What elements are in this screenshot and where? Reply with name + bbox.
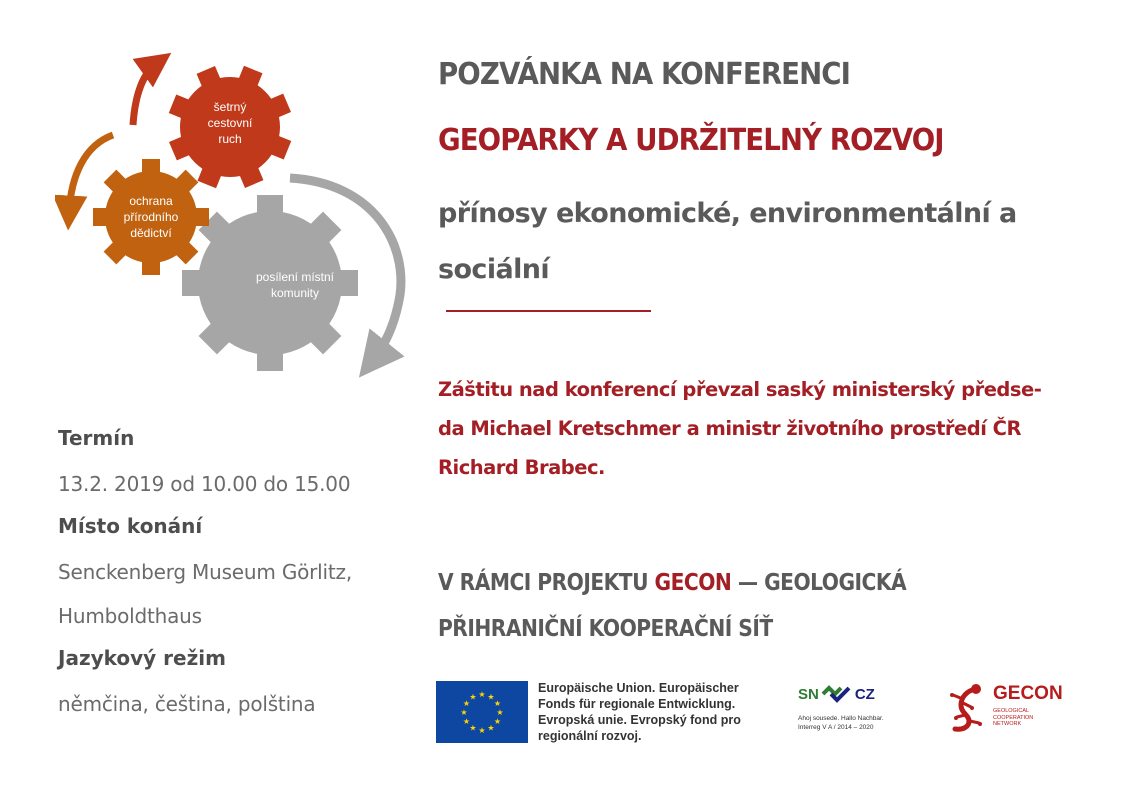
sncz-caption	[798, 714, 898, 732]
project-name: GECON	[654, 570, 732, 596]
salamander-icon	[945, 683, 991, 735]
red-gear-label-2: cestovní	[207, 116, 253, 130]
svg-text:★: ★	[493, 699, 502, 708]
subtitle-line-1: přínosy ekonomické, environmentální a	[438, 198, 1017, 229]
patronage-text	[438, 370, 1078, 487]
title-divider	[446, 310, 651, 312]
svg-text:★: ★	[462, 717, 471, 726]
svg-text:★: ★	[462, 699, 471, 708]
conference-title: GEOPARKY A UDRŽITELNÝ ROZVOJ	[438, 123, 944, 158]
eu-line-3: Evropská unie. Evropský fond pro	[538, 713, 741, 727]
project-statement	[438, 560, 1001, 652]
event-info	[58, 418, 398, 726]
eu-flag-logo	[436, 681, 528, 743]
svg-text:★: ★	[493, 717, 502, 726]
subtitle-line-2: sociální	[438, 254, 550, 285]
svg-text:★: ★	[496, 708, 504, 717]
invitation-heading: POZVÁNKA NA KONFERENCI	[438, 57, 850, 92]
svg-text:★: ★	[487, 692, 495, 702]
sncz-caption-line-2: Interreg V A / 2014 – 2020	[798, 724, 874, 731]
patronage-line-1: Záštitu nad konferencí převzal saský ministerský předse-	[438, 378, 1042, 401]
svg-text:★: ★	[478, 726, 486, 735]
svg-text:★: ★	[469, 723, 477, 733]
project-suffix: — GEOLOGICKÁ	[731, 570, 907, 596]
sncz-caption-line-1: Ahoj sousede. Hallo Nachbar.	[798, 715, 884, 722]
svg-text:★: ★	[469, 692, 477, 702]
interreg-sncz-logo	[798, 682, 898, 742]
eu-line-2: Fonds für regionale Entwicklung.	[538, 697, 736, 711]
orange-cycle-arrow	[69, 135, 113, 213]
gecon-sub-2: COOPERATION	[993, 714, 1034, 721]
sncz-left: SN	[798, 685, 819, 703]
place-label: Místo konání	[58, 514, 203, 538]
eu-funding-text	[538, 680, 748, 744]
eu-line-1: Europäische Union. Europäischer	[538, 681, 739, 695]
term-value: 13.2. 2019 od 10.00 do 15.00	[58, 472, 351, 496]
language-label: Jazykový režim	[58, 646, 226, 670]
place-line-2: Humboldthaus	[58, 604, 202, 628]
eu-line-4: regionální rozvoj.	[538, 729, 642, 743]
sncz-logo-mark	[798, 682, 898, 706]
term-label: Termín	[58, 426, 135, 450]
gray-gear-label-2: komunity	[270, 286, 320, 300]
sncz-right: CZ	[854, 685, 875, 703]
svg-text:★: ★	[487, 723, 495, 733]
svg-text:★: ★	[460, 708, 468, 717]
red-gear-label-1: šetrný	[213, 100, 247, 114]
gears-diagram	[55, 45, 420, 380]
gecon-sub-3: NETWORK	[993, 721, 1022, 727]
conference-subtitle	[438, 186, 1078, 298]
red-gear-label-3: ruch	[218, 132, 242, 146]
project-line-2: PŘIHRANIČNÍ KOOPERAČNÍ SÍŤ	[438, 616, 773, 642]
orange-gear-label-1: ochrana	[129, 194, 173, 208]
gecon-name: GECON	[993, 683, 1063, 704]
place-line-1: Senckenberg Museum Görlitz,	[58, 560, 352, 584]
svg-text:★: ★	[478, 690, 486, 699]
gecon-sub-1: GEOLOGICAL	[993, 708, 1030, 714]
project-line-1	[438, 560, 1001, 606]
sncz-chevron-icon	[821, 685, 851, 703]
orange-gear-label-2: přírodního	[123, 210, 179, 224]
red-cycle-arrow	[133, 63, 157, 125]
gray-gear-label-1: posílení místní	[255, 270, 335, 284]
gecon-subtitle	[993, 708, 1053, 728]
project-prefix: V RÁMCI PROJEKTU	[438, 570, 655, 596]
orange-gear-label-3: dědictví	[130, 226, 172, 240]
gecon-logo	[945, 683, 1065, 738]
patronage-line-3: Richard Brabec.	[438, 456, 605, 479]
patronage-line-2: da Michael Kretschmer a ministr životního prostředí ČR	[438, 417, 1022, 440]
language-value: němčina, čeština, polština	[58, 692, 316, 716]
